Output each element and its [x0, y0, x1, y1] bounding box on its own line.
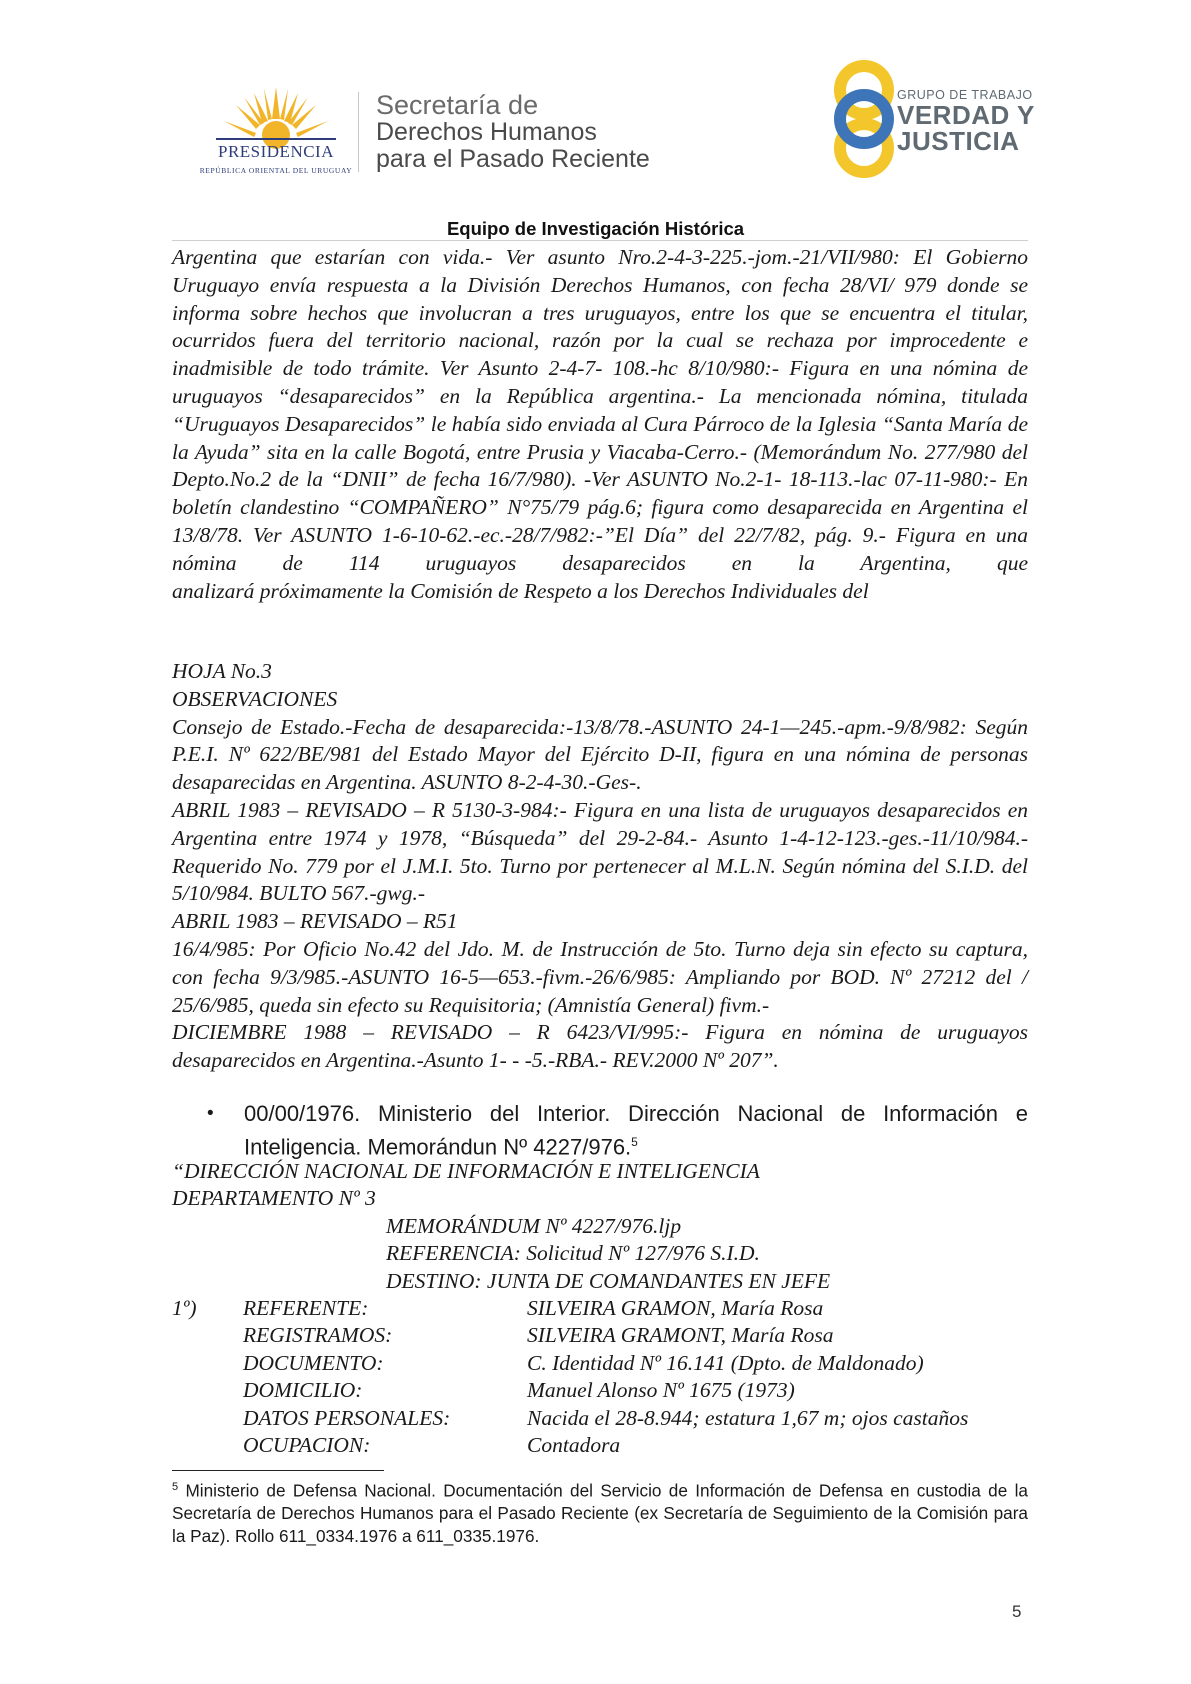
memo-row — [172, 1405, 1028, 1432]
memo-row-value: SILVEIRA GRAMONT, María Rosa — [527, 1323, 834, 1348]
memo-row — [172, 1295, 1028, 1322]
memo-row-value: Nacida el 28-8.944; estatura 1,67 m; ojos castaños — [527, 1405, 969, 1430]
secretaria-line-1: Secretaría de — [376, 90, 539, 120]
secretaria-line-2: Derechos Humanos — [376, 118, 597, 146]
body-paragraph-6: DICIEMBRE 1988 – REVISADO – R 6423/VI/995:- Figura en nómina de uruguayos desaparecidos en Argentina.-Asunto 1- - -5.-RBA.- REV.2000 Nº 207”. — [172, 1020, 1028, 1073]
memo-line-1: “DIRECCIÓN NACIONAL DE INFORMACIÓN E INTELIGENCIA — [172, 1159, 760, 1183]
body-paragraph-1: Argentina que estarían con vida.- Ver asunto Nro.2-4-3-225.-jom.-21/VII/980: El Gobierno Uruguayo envía respuesta a la División Derechos Humanos, con fecha 28/VI/ 979 donde se informa sobre hechos que involucran a tres uruguayos, entre los que se encuentra el titular, ocurridos fuera del territorio nacional, razón por la cual se rechaza por improcedente e inadmisible de todo trámite. Ver Asunto 2-4-7- 108.-hc 8/10/980:- Figura en una nómina de uruguayos “desaparecidos” en la República argentina.- La mencionada nómina, titulada “Uruguayos Desaparecidos” le había sido enviada al Cura Párroco de la Iglesia “Santa María de la Ayuda” sita en la calle Bogotá, entre Prusia y Viacaba-Cerro.- (Memorándum No. 277/980 del Depto.No.2 de la “DNII” de fecha 16/7/980). -Ver ASUNTO No.2-1- 18-113.-lac 07-11-980:- En boletín clandestino “COMPAÑERO” N°75/79 pág.6; figura como desaparecida en Argentina el 13/8/78. Ver ASUNTO 1-6-10-62.-ec.-28/7/982:-”El Día” del 22/7/82, pág. 9.- Figura en una nómina de 114 uruguayos desaparecidos en la Argentina, que — [172, 245, 1028, 575]
justicia-label: JUSTICIA — [897, 126, 1020, 156]
footnote-ref[interactable]: 5 — [631, 1135, 638, 1149]
memo-row-value: C. Identidad Nº 16.141 (Dpto. de Maldonado) — [527, 1350, 924, 1375]
header-divider — [358, 92, 359, 172]
memorandum — [172, 1158, 1028, 1459]
bullet-item — [244, 1100, 1028, 1161]
republica-label: REPÚBLICA ORIENTAL DEL URUGUAY — [199, 166, 353, 175]
memo-number: MEMORÁNDUM Nº 4227/976.ljp — [386, 1213, 682, 1238]
bullet-text: 00/00/1976. Ministerio del Interior. Dirección Nacional de Información e Inteligencia. Memorándun Nº 4227/976. — [244, 1101, 1028, 1160]
memo-line-5 — [172, 1268, 1028, 1295]
body-paragraph-2: Consejo de Estado.-Fecha de desaparecida:-13/8/78.-ASUNTO 24-1—245.-apm.-9/8/982: Según P.E.I. Nº 622/BE/981 del Estado Mayor del Ejército D-II, figura en una nómina de personas desaparecidas en Argentina. ASUNTO 8-2-4-30.-Ges-. — [172, 714, 1028, 795]
memo-row-label: REFERENTE: — [243, 1295, 369, 1320]
body-block-2 — [172, 658, 1028, 1075]
memo-row-value: Manuel Alonso Nº 1675 (1973) — [527, 1378, 795, 1403]
body-paragraph-3: ABRIL 1983 – REVISADO – R 5130-3-984:- Figura en una lista de uruguayos desaparecidos en Argentina entre 1974 y 1978, “Búsqueda” del 29-2-84.- Asunto 1-4-12-123.-ges.-11/10/984.- Requerido No. 779 por el J.M.I. 5to. Turno por pertenecer al M.L.N. Según nómina del S.I.D. del 5/10/984. BULTO 567.-gwg.- — [172, 797, 1028, 906]
body-paragraph-5: 16/4/985: Por Oficio No.42 del Jdo. M. de Instrucción de 5to. Turno deja sin efecto su captura, con fecha 9/3/985.-ASUNTO 16-5—653.-fivm.-26/6/985: Ampliando por BOD. Nº 27212 del / 25/6/985, queda sin efecto su Requisitoria; (Amnistía General) fivm.- — [172, 936, 1028, 1017]
footnote-text: Ministerio de Defensa Nacional. Documentación del Servicio de Información de Defensa en custodia de la Secretaría de Derechos Humanos para el Pasado Reciente (ex Secretaría de Seguimiento de la Comisión para la Paz). Rollo 611_0334.1976 a 611_0335.1976. — [172, 1480, 1028, 1546]
grupo-trabajo-label: GRUPO DE TRABAJO — [897, 88, 1033, 102]
presidencia-label: PRESIDENCIA — [217, 142, 334, 161]
verdad-label: VERDAD Y — [897, 100, 1035, 130]
memo-row — [172, 1350, 1028, 1377]
bullet-icon: • — [207, 1103, 214, 1124]
memo-line-3 — [172, 1213, 1028, 1240]
memo-row-label: REGISTRAMOS: — [243, 1323, 393, 1348]
body-block-1 — [172, 244, 1028, 605]
memo-row — [172, 1377, 1028, 1404]
memo-row-label: OCUPACION: — [243, 1432, 371, 1457]
memo-row-value: Contadora — [527, 1432, 621, 1457]
memo-line-2: DEPARTAMENTO Nº 3 — [172, 1186, 376, 1211]
memo-row-label: DOCUMENTO: — [243, 1350, 384, 1375]
footnote-divider — [172, 1470, 384, 1471]
memo-line-4 — [172, 1240, 1028, 1267]
footnote — [172, 1476, 1028, 1547]
memo-row-label: DATOS PERSONALES: — [243, 1405, 451, 1430]
memo-row-value: SILVEIRA GRAMON, María Rosa — [527, 1295, 824, 1320]
team-title: Equipo de Investigación Histórica — [446, 218, 745, 239]
observaciones-label: OBSERVACIONES — [172, 686, 338, 711]
footnote-number: 5 — [172, 1481, 179, 1493]
memo-row — [172, 1432, 1028, 1459]
memo-destino: DESTINO: JUNTA DE COMANDANTES EN JEFE — [386, 1268, 831, 1293]
secretaria-title — [376, 92, 650, 173]
body-paragraph-1-last: analizará próximamente la Comisión de Respeto a los Derechos Individuales del — [172, 578, 869, 603]
memo-row — [172, 1322, 1028, 1349]
secretaria-line-3: para el Pasado Reciente — [376, 145, 650, 173]
memo-referencia: REFERENCIA: Solicitud Nº 127/976 S.I.D. — [386, 1241, 760, 1266]
body-paragraph-4: ABRIL 1983 – REVISADO – R51 — [172, 909, 458, 934]
hoja-label: HOJA No.3 — [172, 659, 272, 683]
verdad-justicia-logo — [824, 60, 904, 180]
verdad-justicia-label — [897, 88, 1035, 154]
memo-row-label: DOMICILIO: — [243, 1378, 363, 1403]
header-rule — [172, 240, 1028, 241]
page-number: 5 — [1012, 1602, 1022, 1621]
memo-item-number: 1º) — [172, 1295, 197, 1320]
